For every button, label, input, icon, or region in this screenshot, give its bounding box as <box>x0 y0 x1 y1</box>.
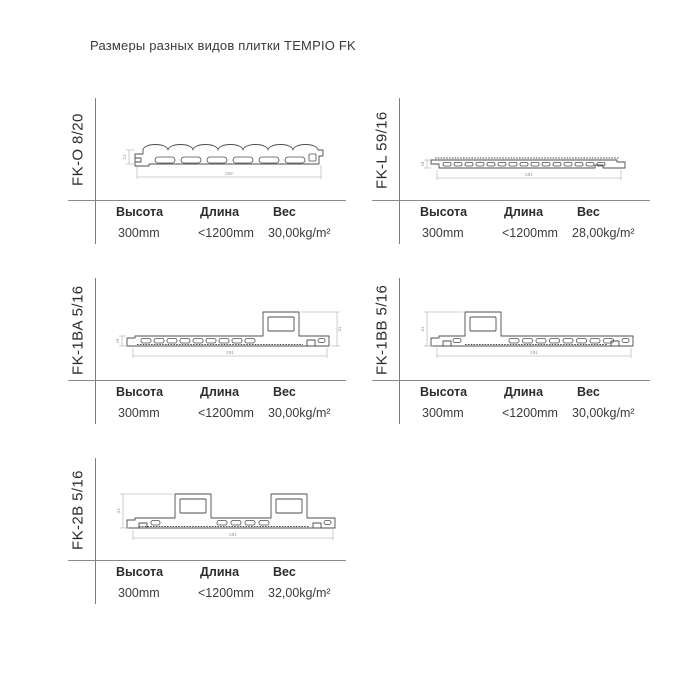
section-divider-vertical <box>95 278 96 424</box>
col-header-height: Высота <box>116 385 164 399</box>
dimension-width-label: 291 <box>525 172 533 177</box>
dimension-thickness <box>115 336 126 346</box>
col-header-weight: Вес <box>273 205 296 219</box>
profile-drawing-fk-o <box>113 138 343 196</box>
profile-drawing-fk-2b <box>113 470 353 556</box>
section-divider-vertical <box>95 98 96 244</box>
profile-holes <box>155 154 316 163</box>
section-divider-horizontal <box>68 200 346 201</box>
profile-right-hook <box>307 340 315 346</box>
section-fk-1ba-5-16 <box>58 272 350 430</box>
section-divider-horizontal <box>68 380 346 381</box>
section-divider-vertical <box>399 98 400 244</box>
dimension-thickness <box>122 150 134 164</box>
col-header-length: Длина <box>200 565 240 579</box>
section-label: FK-2B 5/16 <box>69 470 87 550</box>
value-weight: 30,00kg/m² <box>572 406 635 420</box>
col-header-length: Длина <box>504 205 544 219</box>
profile-holes <box>217 521 269 526</box>
profile-left-hook <box>139 523 147 528</box>
section-fk-l-59-16 <box>362 92 654 250</box>
dimension-thickness <box>420 160 431 168</box>
section-divider-vertical <box>399 278 400 424</box>
col-header-weight: Вес <box>273 565 296 579</box>
col-header-length: Длина <box>200 205 240 219</box>
col-header-length: Длина <box>200 385 240 399</box>
profile-drawing-fk-1bb <box>417 290 652 374</box>
value-weight: 32,00kg/m² <box>268 586 331 600</box>
profile-end-hole <box>318 339 325 343</box>
col-header-height: Высота <box>116 565 164 579</box>
profile-box1-inner <box>180 499 206 513</box>
value-height: 300mm <box>422 406 464 420</box>
profile-left-hole <box>151 521 160 526</box>
dimension-width <box>437 348 631 358</box>
dimension-width <box>133 530 333 540</box>
section-label: FK-1BB 5/16 <box>373 284 391 376</box>
col-header-length: Длина <box>504 385 544 399</box>
profile-holes <box>509 339 614 344</box>
value-height: 300mm <box>118 406 160 420</box>
section-divider-vertical <box>95 458 96 604</box>
profile-right-hook <box>313 523 321 528</box>
dimension-box-height <box>420 312 463 346</box>
col-header-weight: Вес <box>577 385 600 399</box>
value-length: <1200mm <box>198 226 254 240</box>
value-weight: 30,00kg/m² <box>268 226 331 240</box>
profile-end-hole <box>324 521 331 525</box>
profile-right-hook <box>611 341 619 346</box>
section-divider-horizontal <box>68 560 346 561</box>
value-weight: 28,00kg/m² <box>572 226 635 240</box>
section-fk-1bb-5-16 <box>362 272 654 430</box>
page-title: Размеры разных видов плитки TEMPIO FK <box>90 38 356 53</box>
section-fk-2b-5-16 <box>58 452 350 610</box>
dimension-thickness-label: 16 <box>115 338 120 344</box>
section-fk-o-8-20 <box>58 92 350 250</box>
profile-end-hole <box>622 339 629 343</box>
section-label: FK-L 59/16 <box>373 111 391 189</box>
value-weight: 30,00kg/m² <box>268 406 331 420</box>
dimension-width <box>133 348 327 358</box>
dimension-thickness-label: 16 <box>420 161 425 167</box>
profile-box-inner <box>470 317 496 331</box>
value-length: <1200mm <box>198 586 254 600</box>
profile-holes <box>443 163 605 167</box>
dimension-box-height-label: 41 <box>337 326 342 332</box>
section-divider-horizontal <box>372 380 650 381</box>
dimension-width-label: 292 <box>225 171 233 176</box>
profile-box2-inner <box>276 499 302 513</box>
dimension-thickness-label: 21 <box>122 154 127 160</box>
section-label: FK-1BA 5/16 <box>69 285 87 375</box>
profile-drawing-fk-l <box>417 144 647 188</box>
value-height: 300mm <box>422 226 464 240</box>
profile-holes <box>141 339 255 344</box>
col-header-weight: Вес <box>273 385 296 399</box>
profile-outline <box>127 312 329 346</box>
col-header-height: Высота <box>116 205 164 219</box>
col-header-height: Высота <box>420 385 468 399</box>
dimension-width <box>437 170 621 180</box>
col-header-weight: Вес <box>577 205 600 219</box>
profile-drawing-fk-1ba <box>113 290 348 374</box>
section-label: FK-O 8/20 <box>69 113 87 187</box>
profile-left-hook <box>135 158 141 162</box>
value-height: 300mm <box>118 586 160 600</box>
dimension-width-label: 291 <box>530 350 538 355</box>
dimension-width <box>137 165 321 179</box>
dimension-box-height-label: 41 <box>420 326 425 332</box>
profile-box-inner <box>268 317 294 331</box>
section-divider-horizontal <box>372 200 650 201</box>
profile-left-hole <box>453 339 461 343</box>
dimension-width-label: 291 <box>229 532 237 537</box>
col-header-height: Высота <box>420 205 468 219</box>
dimension-width-label: 291 <box>226 350 234 355</box>
value-length: <1200mm <box>502 226 558 240</box>
dimension-box-height-label: 41 <box>116 508 121 514</box>
profile-left-hook <box>443 341 451 346</box>
value-height: 300mm <box>118 226 160 240</box>
value-length: <1200mm <box>502 406 558 420</box>
value-length: <1200mm <box>198 406 254 420</box>
